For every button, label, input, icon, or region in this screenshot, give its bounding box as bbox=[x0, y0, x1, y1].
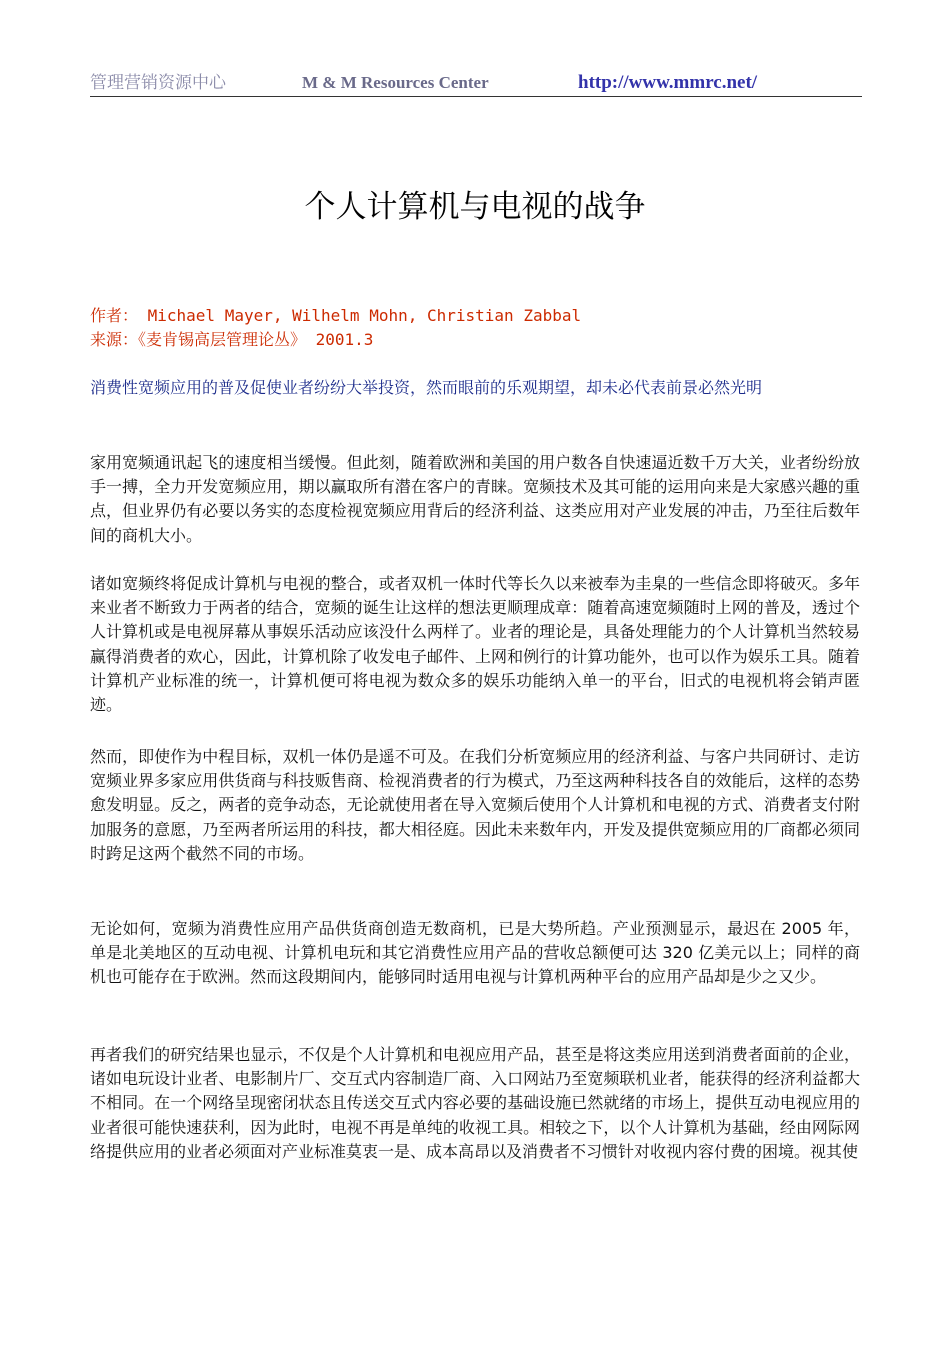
paragraph: 诸如宽频终将促成计算机与电视的整合，或者双机一体时代等长久以来被奉为圭臬的一些信念即将破灭。多年来业者不断致力于两者的结合，宽频的诞生让这样的想法更顺理成章：随着高速宽频随时上网的普及，透过个人计算机或是电视屏幕从事娱乐活动应该没什么两样了。业者的理论是，具备处理能力的个人计算机当然较易赢得消费者的欢心，因此，计算机除了收发电子邮件、上网和例行的计算功能外，也可以作为娱乐工具。随着计算机产业标准的统一，计算机便可将电视为数众多的娱乐功能纳入单一的平台，旧式的电视机将会销声匿迹。 bbox=[90, 574, 860, 715]
paragraph: 再者我们的研究结果也显示，不仅是个人计算机和电视应用产品，甚至是将这类应用送到消费者面前的企业，诸如电玩设计业者、电影制片厂、交互式内容制造厂商、入口网站乃至宽频联机业者，能获得的经济利益都大不相同。在一个网络呈现密闭状态且传送交互式内容必要的基础设施已然就绪的市场上，提供互动电视应用的业者很可能快速获利，因为此时，电视不再是单纯的收视工具。相较之下，以个人计算机为基础，经由网际网络提供应用的业者必须面对产业标准莫衷一是、成本高昂以及消费者不习惯针对收视内容付费的困境。视其使 bbox=[90, 1045, 860, 1161]
article-lead: 消费性宽频应用的普及促使业者纷纷大举投资，然而眼前的乐观期望，却未必代表前景必然光明 bbox=[90, 378, 763, 397]
paragraph: 无论如何，宽频为消费性应用产品供货商创造无数商机，已是大势所趋。产业预测显示，最迟在 2005 年，单是北美地区的互动电视、计算机电玩和其它消费性应用产品的营收总额便可达 320 亿美元以上；同样的商机也可能存在于欧洲。然而这段期间内，能够同时适用电视与计算机两种平台的应用产品却是少之又少。 bbox=[90, 919, 860, 987]
header-center-name: 管理营销资源中心 bbox=[90, 73, 226, 93]
article-title: 个人计算机与电视的战争 bbox=[304, 189, 646, 225]
page-header bbox=[90, 70, 862, 97]
paragraph: 家用宽频通讯起飞的速度相当缓慢。但此刻，随着欧洲和美国的用户数各自快速逼近数千万大关，业者纷纷放手一搏，全力开发宽频应用，期以赢取所有潜在客户的青睐。宽频技术及其可能的运用向来是大家感兴趣的重点，但业界仍有必要以务实的态度检视宽频应用背后的经济利益、这类应用对产业发展的冲击，乃至往后数年间的商机大小。 bbox=[90, 453, 860, 545]
header-center-name-english: M & M Resources Center bbox=[302, 73, 489, 92]
author-line: 作者： Michael Mayer, Wilhelm Mohn, Christian Zabbal bbox=[90, 306, 582, 325]
header-website-link[interactable]: http://www.mmrc.net/ bbox=[578, 72, 758, 93]
source-line: 来源：《麦肯锡高层管理论丛》 2001.3 bbox=[90, 330, 374, 349]
paragraph: 然而，即使作为中程目标，双机一体仍是遥不可及。在我们分析宽频应用的经济利益、与客户共同研讨、走访宽频业界多家应用供货商与科技贩售商、检视消费者的行为模式，乃至这两种科技各自的效能后，这样的态势愈发明显。反之，两者的竞争动态，无论就使用者在导入宽频后使用个人计算机和电视的方式、消费者支付附加服务的意愿，乃至两者所运用的科技，都大相径庭。因此未来数年内，开发及提供宽频应用的厂商都必须同时跨足这两个截然不同的市场。 bbox=[90, 747, 860, 863]
